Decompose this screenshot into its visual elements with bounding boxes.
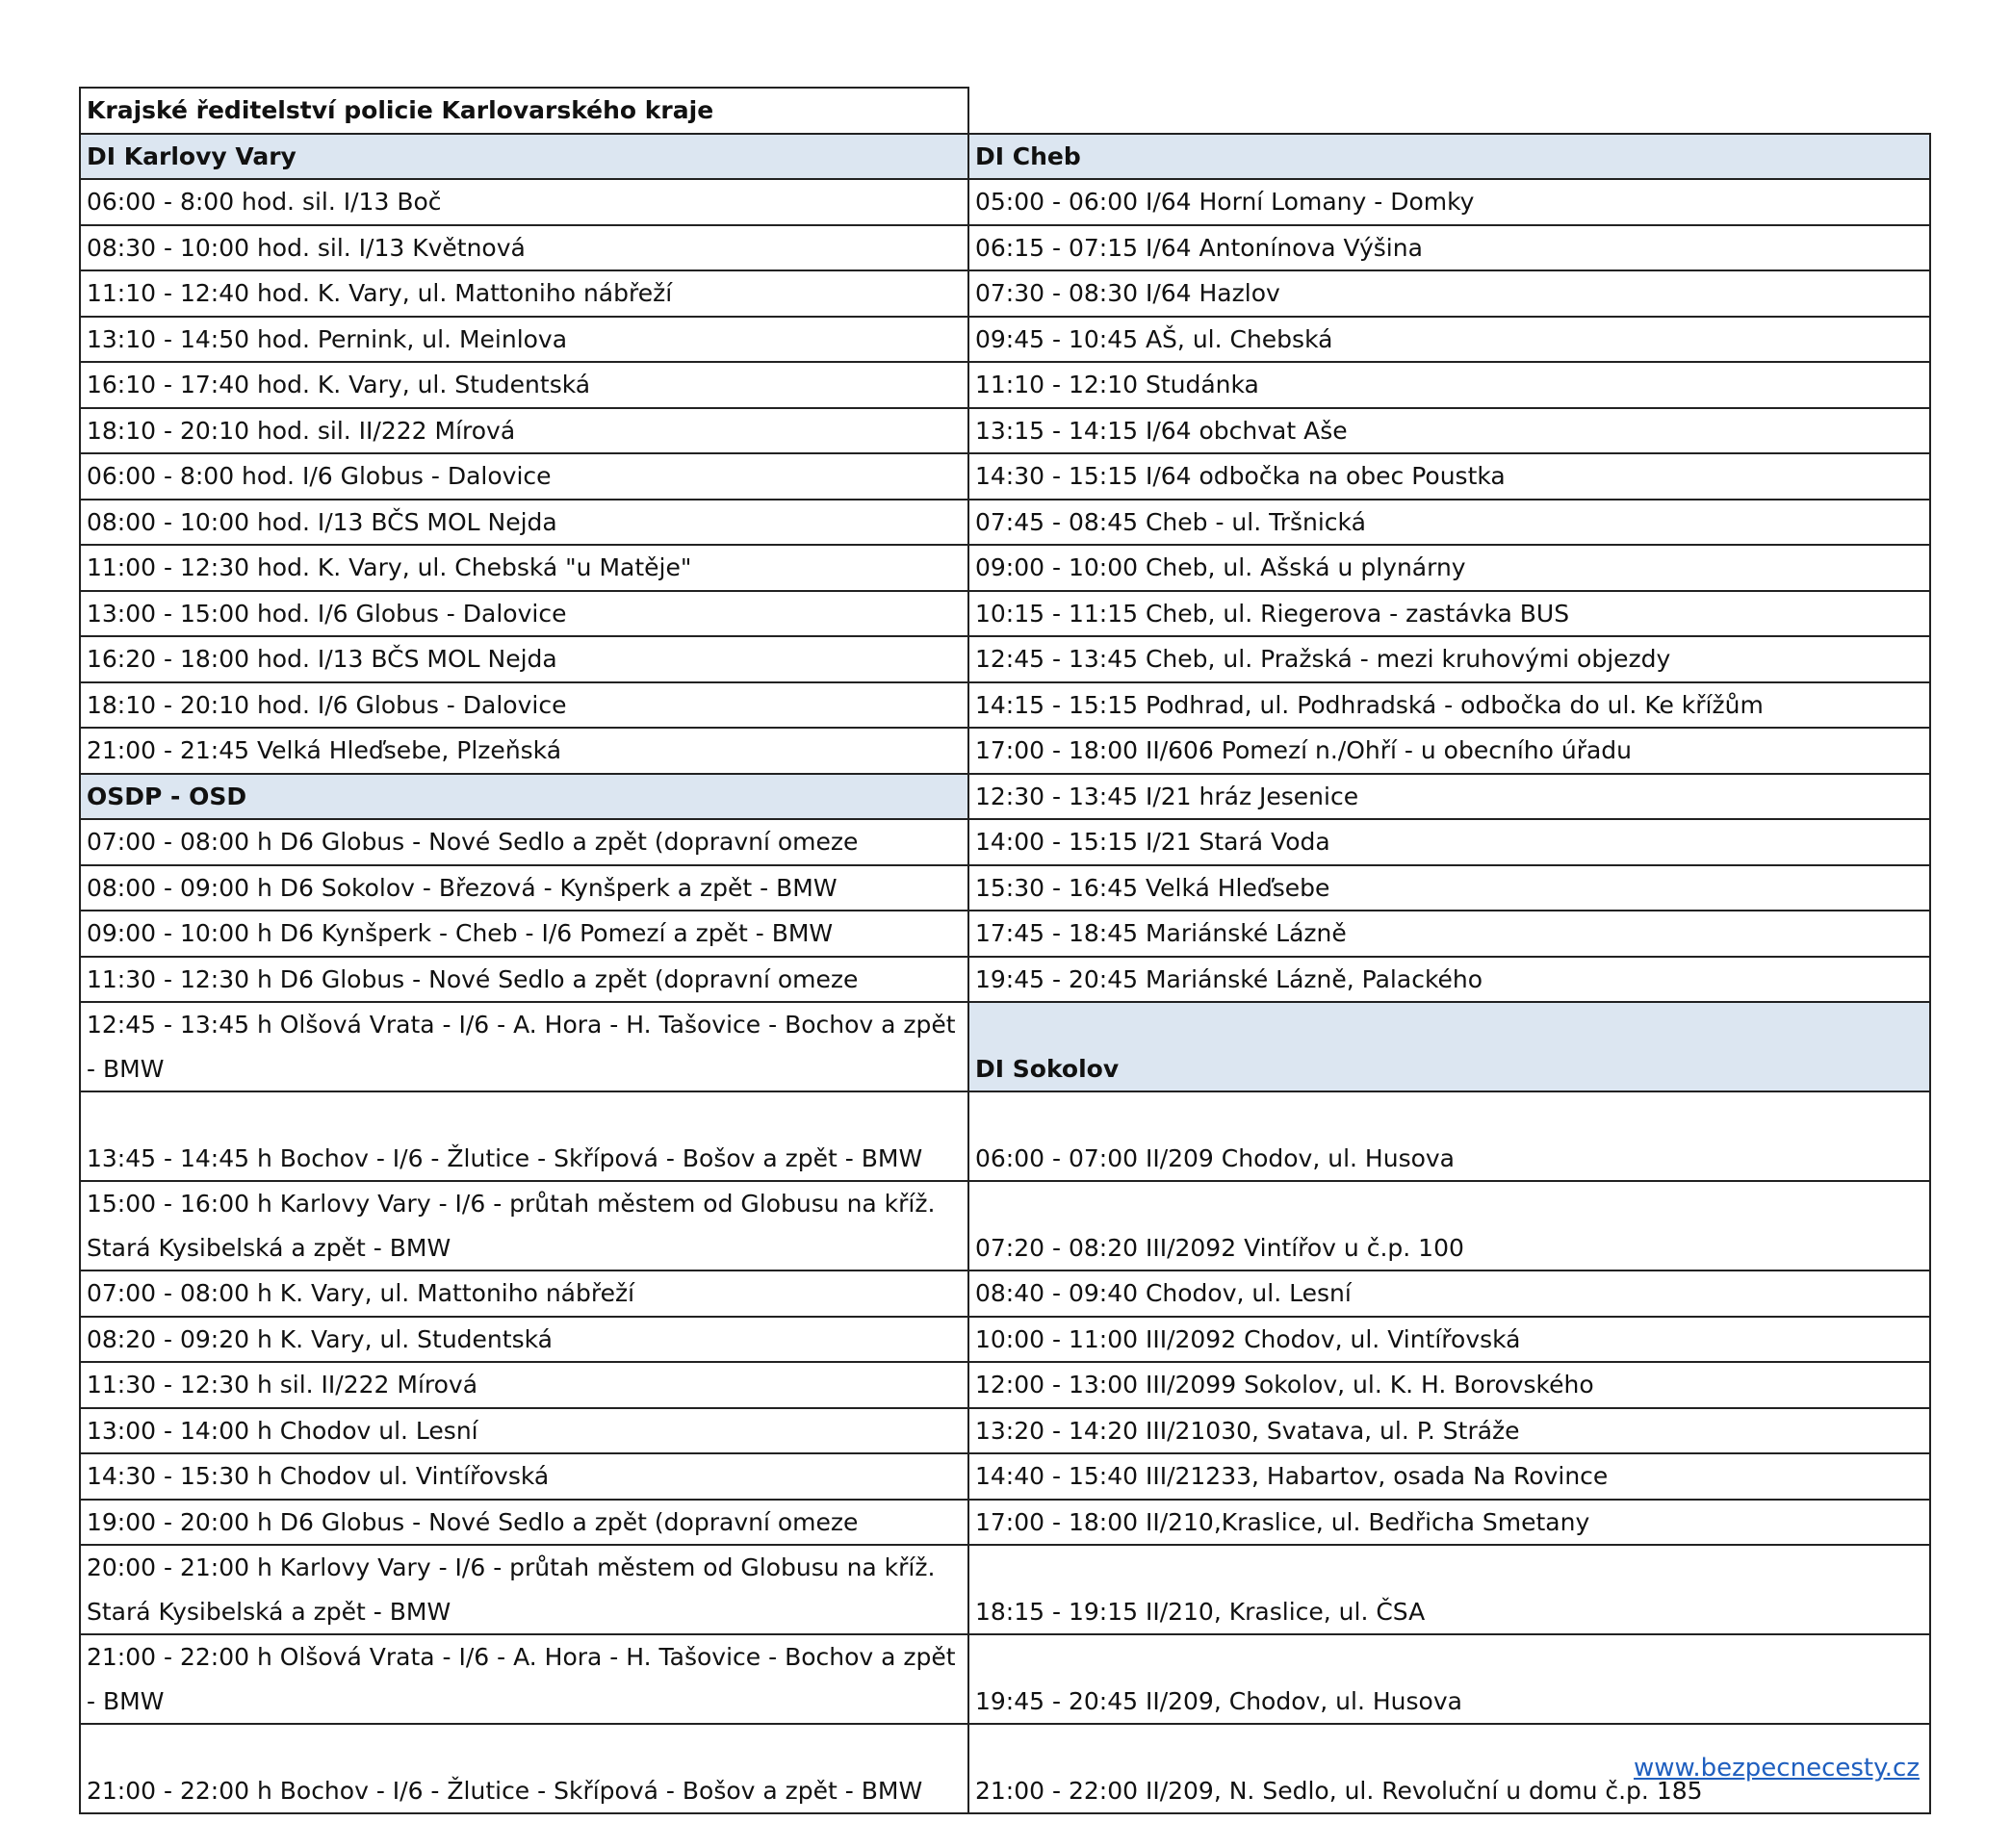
table-row (80, 362, 1930, 408)
schedule-cell-cheb: 15:30 - 16:45 Velká Hleďsebe (968, 865, 1930, 911)
schedule-cell-osdp: 19:00 - 20:00 h D6 Globus - Nové Sedlo a zpět (dopravní omeze (80, 1500, 968, 1546)
schedule-cell-osdp: 11:30 - 12:30 h sil. II/222 Mírová (80, 1362, 968, 1408)
schedule-cell-cheb: 14:15 - 15:15 Podhrad, ul. Podhradská - odbočka do ul. Ke křížům (968, 682, 1930, 729)
schedule-cell-cheb: 06:15 - 07:15 I/64 Antonínova Výšina (968, 225, 1930, 271)
schedule-cell-osdp: 14:30 - 15:30 h Chodov ul. Vintířovská (80, 1453, 968, 1500)
table-row (80, 88, 1930, 134)
schedule-cell-osdp: 08:20 - 09:20 h K. Vary, ul. Studentská (80, 1317, 968, 1363)
table-row (80, 1270, 1930, 1317)
section-header-cheb: DI Cheb (968, 134, 1930, 180)
schedule-cell-sokolov: 07:20 - 08:20 III/2092 Vintířov u č.p. 100 (968, 1181, 1930, 1270)
schedule-cell-sokolov: 19:45 - 20:45 II/209, Chodov, ul. Husova (968, 1634, 1930, 1724)
schedule-cell-osdp: 12:45 - 13:45 h Olšová Vrata - I/6 - A. Hora - H. Tašovice - Bochov a zpět - BMW (80, 1002, 968, 1091)
schedule-cell-karlovy-vary: 16:10 - 17:40 hod. K. Vary, ul. Studentská (80, 362, 968, 408)
table-row (80, 682, 1930, 729)
table-row (80, 865, 1930, 911)
schedule-cell-cheb: 05:00 - 06:00 I/64 Horní Lomany - Domky (968, 179, 1930, 225)
table-row (80, 591, 1930, 637)
schedule-cell-sokolov: 12:00 - 13:00 III/2099 Sokolov, ul. K. H. Borovského (968, 1362, 1930, 1408)
schedule-cell-karlovy-vary: 06:00 - 8:00 hod. I/6 Globus - Dalovice (80, 453, 968, 500)
empty-cell (968, 88, 1930, 134)
schedule-cell-cheb: 17:00 - 18:00 II/606 Pomezí n./Ohří - u obecního úřadu (968, 728, 1930, 774)
schedule-cell-cheb: 11:10 - 12:10 Studánka (968, 362, 1930, 408)
schedule-cell-osdp: 13:45 - 14:45 h Bochov - I/6 - Žlutice - Skřípová - Bošov a zpět - BMW (80, 1091, 968, 1181)
schedule-cell-sokolov: 17:00 - 18:00 II/210,Kraslice, ul. Bedřicha Smetany (968, 1500, 1930, 1546)
schedule-cell-osdp: 09:00 - 10:00 h D6 Kynšperk - Cheb - I/6 Pomezí a zpět - BMW (80, 911, 968, 957)
table-row (80, 819, 1930, 865)
table-row (80, 408, 1930, 454)
schedule-cell-cheb: 13:15 - 14:15 I/64 obchvat Aše (968, 408, 1930, 454)
section-header-sokolov: DI Sokolov (968, 1002, 1930, 1091)
schedule-cell-sokolov: 08:40 - 09:40 Chodov, ul. Lesní (968, 1270, 1930, 1317)
table-row (80, 545, 1930, 591)
schedule-cell-cheb: 09:45 - 10:45 AŠ, ul. Chebská (968, 317, 1930, 363)
schedule-cell-osdp: 11:30 - 12:30 h D6 Globus - Nové Sedlo a zpět (dopravní omeze (80, 957, 968, 1003)
sheet-title: Krajské ředitelství policie Karlovarského kraje (80, 88, 968, 134)
table-row (80, 1500, 1930, 1546)
table-row (80, 728, 1930, 774)
schedule-cell-karlovy-vary: 21:00 - 21:45 Velká Hleďsebe, Plzeňská (80, 728, 968, 774)
schedule-cell-karlovy-vary: 11:10 - 12:40 hod. K. Vary, ul. Mattoniho nábřeží (80, 270, 968, 317)
table-row (80, 1453, 1930, 1500)
schedule-cell-karlovy-vary: 18:10 - 20:10 hod. sil. II/222 Mírová (80, 408, 968, 454)
schedule-cell-osdp: 20:00 - 21:00 h Karlovy Vary - I/6 - průtah městem od Globusu na kříž. Stará Kysibelská a zpět - BMW (80, 1545, 968, 1634)
table-row (80, 453, 1930, 500)
schedule-cell-karlovy-vary: 08:00 - 10:00 hod. I/13 BČS MOL Nejda (80, 500, 968, 546)
schedule-cell-cheb: 07:30 - 08:30 I/64 Hazlov (968, 270, 1930, 317)
table-row (80, 1002, 1930, 1091)
schedule-cell-sokolov: 14:40 - 15:40 III/21233, Habartov, osada Na Rovince (968, 1453, 1930, 1500)
schedule-sheet (79, 87, 1931, 1814)
footer-link[interactable]: www.bezpecnecesty.cz (1633, 1754, 1920, 1783)
table-row (80, 500, 1930, 546)
section-header-osdp: OSDP - OSD (80, 774, 968, 820)
schedule-cell-cheb: 10:15 - 11:15 Cheb, ul. Riegerova - zastávka BUS (968, 591, 1930, 637)
table-row (80, 911, 1930, 957)
schedule-cell-sokolov: 18:15 - 19:15 II/210, Kraslice, ul. ČSA (968, 1545, 1930, 1634)
schedule-cell-karlovy-vary: 11:00 - 12:30 hod. K. Vary, ul. Chebská "u Matěje" (80, 545, 968, 591)
table-row (80, 1362, 1930, 1408)
table-row (80, 1634, 1930, 1724)
schedule-cell-karlovy-vary: 16:20 - 18:00 hod. I/13 BČS MOL Nejda (80, 636, 968, 682)
table-row (80, 1091, 1930, 1181)
schedule-cell-karlovy-vary: 08:30 - 10:00 hod. sil. I/13 Květnová (80, 225, 968, 271)
schedule-cell-cheb: 12:30 - 13:45 I/21 hráz Jesenice (968, 774, 1930, 820)
schedule-cell-osdp: 13:00 - 14:00 h Chodov ul. Lesní (80, 1408, 968, 1454)
schedule-cell-sokolov: 21:00 - 22:00 II/209, N. Sedlo, ul. Revoluční u domu č.p. 185 (968, 1724, 1930, 1813)
schedule-cell-karlovy-vary: 13:10 - 14:50 hod. Pernink, ul. Meinlova (80, 317, 968, 363)
schedule-cell-osdp: 15:00 - 16:00 h Karlovy Vary - I/6 - průtah městem od Globusu na kříž. Stará Kysibelská a zpět - BMW (80, 1181, 968, 1270)
table-row (80, 270, 1930, 317)
schedule-cell-sokolov: 06:00 - 07:00 II/209 Chodov, ul. Husova (968, 1091, 1930, 1181)
schedule-cell-osdp: 08:00 - 09:00 h D6 Sokolov - Březová - Kynšperk a zpět - BMW (80, 865, 968, 911)
schedule-cell-cheb: 14:30 - 15:15 I/64 odbočka na obec Poustka (968, 453, 1930, 500)
table-row (80, 225, 1930, 271)
table-row (80, 774, 1930, 820)
schedule-cell-cheb: 17:45 - 18:45 Mariánské Lázně (968, 911, 1930, 957)
table-row (80, 957, 1930, 1003)
table-row (80, 1408, 1930, 1454)
schedule-cell-sokolov: 10:00 - 11:00 III/2092 Chodov, ul. Vintířovská (968, 1317, 1930, 1363)
schedule-cell-karlovy-vary: 13:00 - 15:00 hod. I/6 Globus - Dalovice (80, 591, 968, 637)
schedule-cell-cheb: 19:45 - 20:45 Mariánské Lázně, Palackého (968, 957, 1930, 1003)
schedule-cell-osdp: 21:00 - 22:00 h Olšová Vrata - I/6 - A. Hora - H. Tašovice - Bochov a zpět - BMW (80, 1634, 968, 1724)
schedule-cell-karlovy-vary: 18:10 - 20:10 hod. I/6 Globus - Dalovice (80, 682, 968, 729)
section-header-karlovy-vary: DI Karlovy Vary (80, 134, 968, 180)
schedule-cell-osdp: 07:00 - 08:00 h K. Vary, ul. Mattoniho nábřeží (80, 1270, 968, 1317)
table-row (80, 1317, 1930, 1363)
schedule-cell-karlovy-vary: 06:00 - 8:00 hod. sil. I/13 Boč (80, 179, 968, 225)
schedule-table (79, 87, 1931, 1814)
schedule-cell-sokolov: 13:20 - 14:20 III/21030, Svatava, ul. P. Stráže (968, 1408, 1930, 1454)
table-row (80, 636, 1930, 682)
table-row (80, 179, 1930, 225)
schedule-cell-osdp: 07:00 - 08:00 h D6 Globus - Nové Sedlo a zpět (dopravní omeze (80, 819, 968, 865)
schedule-cell-cheb: 09:00 - 10:00 Cheb, ul. Ašská u plynárny (968, 545, 1930, 591)
table-row (80, 134, 1930, 180)
table-row (80, 317, 1930, 363)
table-row (80, 1181, 1930, 1270)
table-row (80, 1545, 1930, 1634)
schedule-cell-cheb: 07:45 - 08:45 Cheb - ul. Tršnická (968, 500, 1930, 546)
schedule-cell-osdp: 21:00 - 22:00 h Bochov - I/6 - Žlutice - Skřípová - Bošov a zpět - BMW (80, 1724, 968, 1813)
schedule-cell-cheb: 12:45 - 13:45 Cheb, ul. Pražská - mezi kruhovými objezdy (968, 636, 1930, 682)
schedule-cell-cheb: 14:00 - 15:15 I/21 Stará Voda (968, 819, 1930, 865)
